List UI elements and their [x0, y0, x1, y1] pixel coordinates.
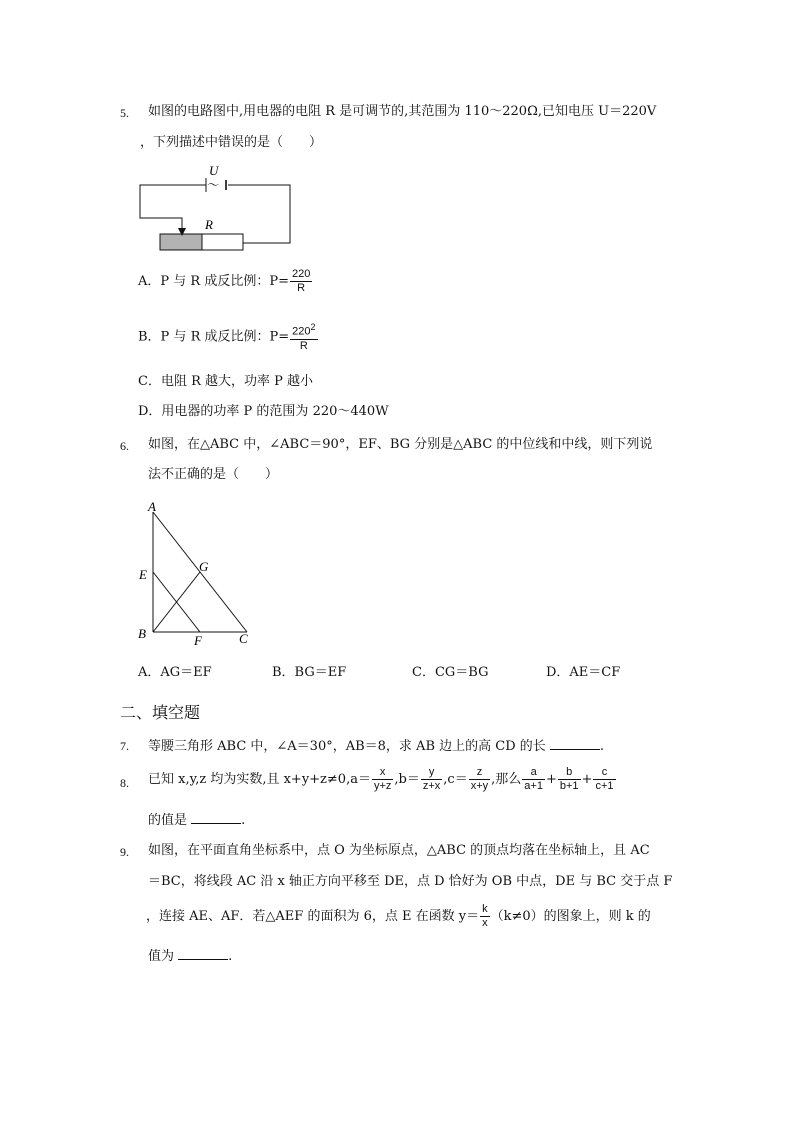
- fig-label-E: E: [139, 567, 147, 582]
- fig-label-F: F: [194, 633, 202, 648]
- q5-option-c[interactable]: C．电阻 R 越大，功率 P 越小: [138, 374, 314, 389]
- q5-option-a[interactable]: [138, 268, 313, 295]
- q7-number: 7.: [120, 739, 129, 753]
- q5-circuit-diagram: [130, 160, 305, 260]
- q9-stem-line2: ＝BC，将线段 AC 沿 x 轴正方向平移至 DE，点 D 恰好为 OB 中点，DE 与 BC 交于点 F: [148, 874, 673, 889]
- q5-option-b[interactable]: [138, 321, 319, 353]
- q7-answer-blank[interactable]: [550, 737, 600, 750]
- q9-number: 9.: [120, 845, 129, 859]
- q8-stem-line2: 的值是 .: [148, 813, 246, 828]
- q5-option-a-fraction: $\frac{220}{R}$: [291, 268, 311, 294]
- q9-stem-line4: 值为 .: [148, 949, 233, 964]
- q9-answer-blank[interactable]: [178, 947, 228, 960]
- fig-label-C: C: [239, 631, 248, 646]
- q8-sum-fraction-3: $\frac{c}{c+1}$: [595, 766, 614, 792]
- fig-label-B: B: [138, 626, 146, 641]
- q5-stem-line1: 如图的电路图中,用电器的电阻 R 是可调节的,其范围为 110～220Ω,已知电压 U＝220V: [148, 104, 657, 119]
- q8-fraction-c: $\frac{z}{x+y}$: [470, 766, 489, 792]
- q7-stem: 等腰三角形 ABC 中，∠A＝30°，AB＝8，求 AB 边上的高 CD 的长 .: [148, 739, 605, 754]
- q6-option-a[interactable]: A．AG＝EF: [138, 665, 212, 680]
- fig-label-tilde: ～: [206, 178, 219, 192]
- q8-sum-fraction-1: $\frac{a}{a+1}$: [524, 766, 543, 792]
- q5-option-a-text: A．P 与 R 成反比例：P=: [138, 274, 289, 289]
- q5-stem-line2: ，下列描述中错误的是（ ）: [140, 135, 323, 150]
- q6-option-d[interactable]: D．AE＝CF: [546, 665, 621, 680]
- q8-fraction-b: $\frac{y}{z+x}$: [422, 766, 441, 792]
- q8-sum-fraction-2: $\frac{b}{b+1}$: [559, 766, 579, 792]
- fig-label-G: G: [199, 559, 209, 574]
- q8-fraction-a: $\frac{x}{y+z}$: [373, 766, 392, 792]
- q6-number: 6.: [120, 439, 129, 453]
- q6-option-b[interactable]: B．BG＝EF: [272, 665, 347, 680]
- fig-label-R: R: [205, 217, 213, 232]
- fig-label-A: A: [148, 499, 156, 514]
- section-title-fill-in-blank: 二、填空题: [120, 703, 201, 722]
- q5-option-d[interactable]: D．用电器的功率 P 的范围为 220～440W: [138, 404, 389, 419]
- q6-option-c[interactable]: C．CG＝BG: [412, 665, 489, 680]
- q8-stem-line1: 已知 x,y,z 均为实数,且 x+y+z≠0,a＝ $\frac{x}{y+z}$ ,b＝ $\frac{y}{z+x}$ ,c＝ $\frac{z}{x+y}$ ,那么 $\frac{a}{a+1}$ + $\frac{b}{b+1}$ + $\frac{c}{c+1}$: [148, 766, 614, 792]
- q9-stem-line1: 如图，在平面直角坐标系中，点 O 为坐标原点，△ABC 的顶点均落在坐标轴上，且 AC: [148, 843, 650, 858]
- q9-stem-line3: ，连接 AE、AF．若△AEF 的面积为 6，点 E 在函数 y＝ $\frac{k}{x}$ （k≠0）的图象上，则 k 的: [146, 903, 651, 929]
- q8-answer-blank[interactable]: [191, 811, 241, 824]
- q6-triangle-diagram: [130, 497, 265, 652]
- q5-number: 5.: [120, 106, 129, 120]
- q9-fraction-k-over-x: $\frac{k}{x}$: [482, 903, 488, 929]
- q6-stem-line1: 如图，在△ABC 中，∠ABC＝90°，EF、BG 分别是△ABC 的中位线和中线，则下列说: [148, 437, 653, 452]
- q5-option-b-text: B．P 与 R 成反比例：P=: [138, 329, 290, 345]
- q8-number: 8.: [120, 776, 129, 790]
- q6-stem-line2: 法不正确的是（ ）: [148, 467, 279, 482]
- fig-label-U: U: [209, 163, 219, 178]
- q5-option-b-fraction: $\frac{220^2}{R}$: [292, 322, 316, 352]
